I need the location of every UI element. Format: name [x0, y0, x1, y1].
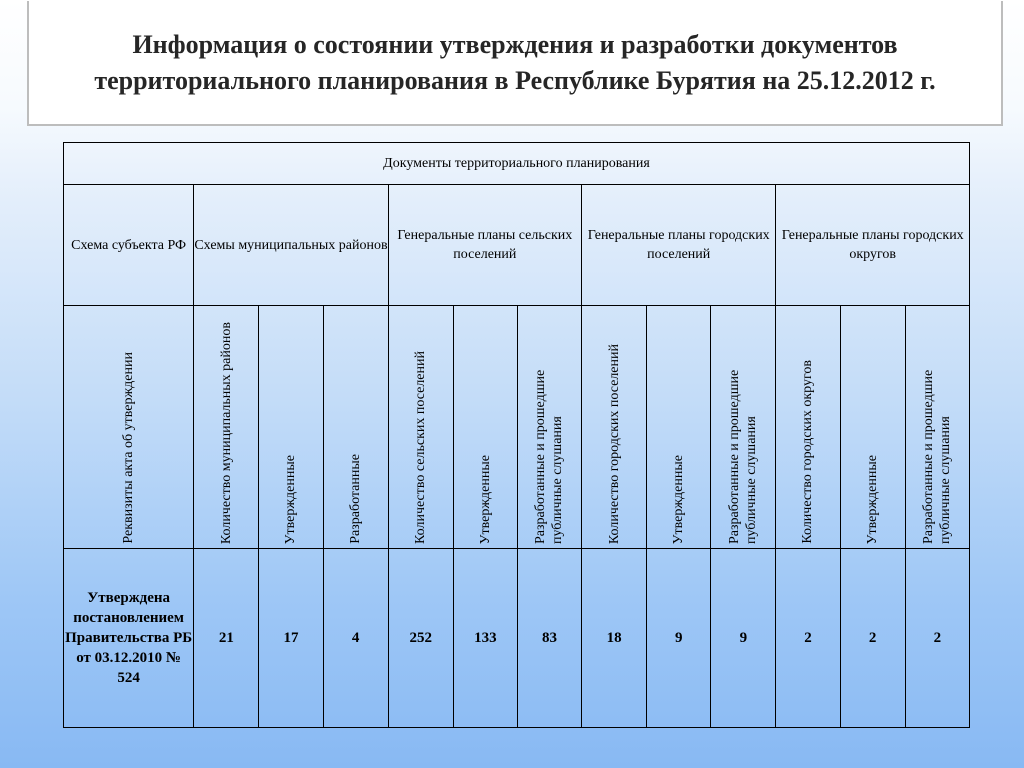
- value-cell: 2: [776, 549, 840, 728]
- column-header: [582, 306, 647, 549]
- group-label-municipal-districts: Схемы муниципальных районов: [194, 237, 388, 253]
- column-header-label: Количество сельских поселений: [413, 351, 429, 544]
- value-cell: 252: [388, 549, 453, 728]
- column-header-label: Количество городских поселений: [606, 343, 622, 544]
- value-cell: 2: [905, 549, 969, 728]
- column-header-label: Утвержденные: [477, 454, 493, 544]
- group-label-subject-scheme: Схема субъекта РФ: [71, 237, 187, 253]
- title-box: [27, 1, 1003, 126]
- column-header-label: Утвержденные: [865, 454, 881, 544]
- value-cell: 133: [453, 549, 517, 728]
- table-header: Документы территориального планирования: [64, 143, 970, 185]
- value-cell: 9: [711, 549, 776, 728]
- title-line-1: Информация о состоянии утверждения и разработки документов: [132, 29, 898, 59]
- column-header: [517, 306, 581, 549]
- table-row: [64, 549, 970, 728]
- column-header-label: Утвержденные: [671, 454, 687, 544]
- column-header-label: Утвержденные: [283, 454, 299, 544]
- group-header: [64, 185, 194, 306]
- value-cell: 17: [259, 549, 323, 728]
- group-header: [582, 185, 776, 306]
- column-header: [259, 306, 323, 549]
- column-header: [64, 306, 194, 549]
- value-cell: 4: [323, 549, 388, 728]
- value-cell: 83: [517, 549, 581, 728]
- column-header-label: Разработанные и прошедшие публичные слушания: [533, 369, 566, 544]
- column-header-label: Количество муниципальных районов: [218, 321, 234, 544]
- column-header-label: Разработанные и прошедшие публичные слушания: [921, 369, 954, 544]
- column-header: [905, 306, 969, 549]
- column-header: [323, 306, 388, 549]
- act-text: Утверждена постановлением Правительства РБ от 03.12.2010 № 524: [65, 590, 193, 686]
- column-header-label: Реквизиты акта об утверждении: [121, 352, 137, 544]
- group-header: [194, 185, 388, 306]
- column-header: [453, 306, 517, 549]
- column-header-label: Разработанные: [348, 454, 364, 544]
- column-header: [647, 306, 711, 549]
- column-header-label: Разработанные и прошедшие публичные слушания: [727, 369, 760, 544]
- value-cell: 18: [582, 549, 647, 728]
- group-header: [776, 185, 970, 306]
- column-header-row: [64, 306, 970, 549]
- column-header: [194, 306, 259, 549]
- column-header: [711, 306, 776, 549]
- act-cell: [64, 549, 194, 728]
- group-label-urban-settlements: Генеральные планы городских поселений: [587, 228, 770, 262]
- value-cell: 2: [840, 549, 905, 728]
- group-label-urban-districts: Генеральные планы городских округов: [781, 228, 964, 262]
- column-header: [840, 306, 905, 549]
- value-cell: 9: [647, 549, 711, 728]
- column-header-label: Количество городских округов: [800, 360, 816, 544]
- column-header: [388, 306, 453, 549]
- value-cell: 21: [194, 549, 259, 728]
- group-label-rural-settlements: Генеральные планы сельских поселений: [397, 228, 573, 262]
- group-header: [388, 185, 581, 306]
- title-line-2: территориального планирования в Республике Бурятия на 25.12.2012 г.: [94, 65, 936, 95]
- documents-table: [63, 142, 970, 728]
- column-header: [776, 306, 840, 549]
